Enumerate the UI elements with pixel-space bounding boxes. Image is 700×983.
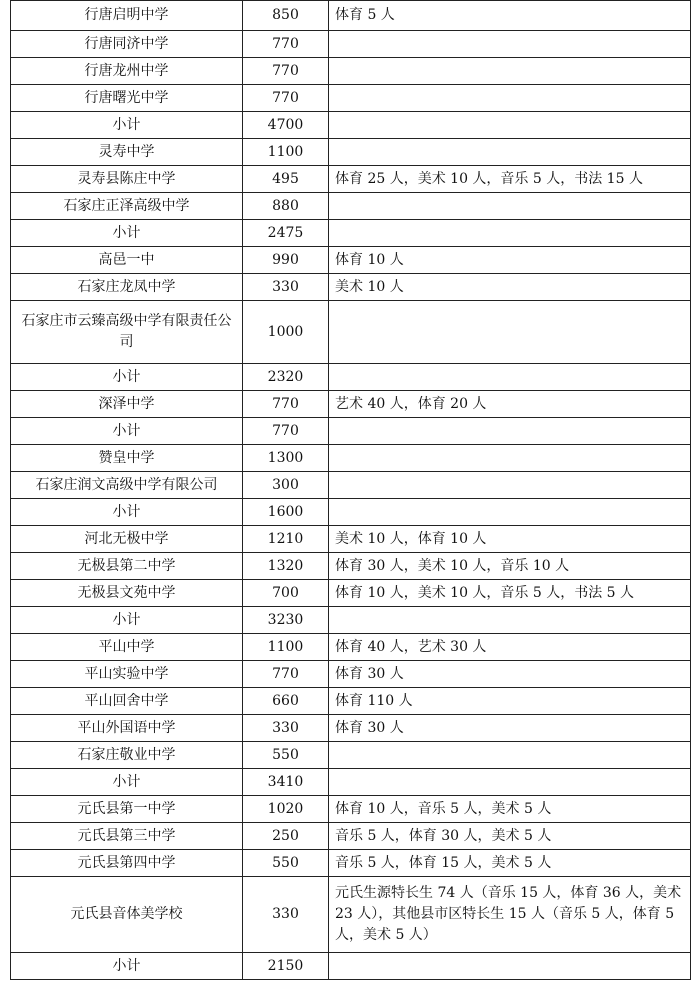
table-row	[11, 166, 691, 193]
plan-count-cell: 1210	[243, 526, 329, 553]
specialty-note-cell	[329, 607, 691, 634]
specialty-note-cell	[329, 112, 691, 139]
school-name-cell: 深泽中学	[11, 391, 243, 418]
specialty-note-cell: 体育 30 人，美术 10 人，音乐 10 人	[329, 553, 691, 580]
school-name-cell: 元氏县第三中学	[11, 823, 243, 850]
plan-count-cell: 550	[243, 850, 329, 877]
plan-count-cell: 550	[243, 742, 329, 769]
plan-count-cell: 660	[243, 688, 329, 715]
school-name-cell: 石家庄正泽高级中学	[11, 193, 243, 220]
plan-count-cell: 300	[243, 472, 329, 499]
plan-count-cell: 990	[243, 247, 329, 274]
subtotal-count-cell: 2475	[243, 220, 329, 247]
plan-count-cell: 770	[243, 85, 329, 112]
subtotal-count-cell: 4700	[243, 112, 329, 139]
school-name-cell: 元氏县第四中学	[11, 850, 243, 877]
specialty-note-cell: 音乐 5 人，体育 30 人，美术 5 人	[329, 823, 691, 850]
specialty-note-cell	[329, 953, 691, 980]
school-name-cell: 平山外国语中学	[11, 715, 243, 742]
plan-count-cell: 330	[243, 715, 329, 742]
school-name-cell: 灵寿中学	[11, 139, 243, 166]
specialty-note-cell: 音乐 5 人，体育 15 人，美术 5 人	[329, 850, 691, 877]
specialty-note-cell: 体育 5 人	[329, 1, 691, 31]
table-row	[11, 715, 691, 742]
table-row	[11, 742, 691, 769]
table-body	[11, 1, 691, 980]
plan-count-cell: 1320	[243, 553, 329, 580]
table-row	[11, 634, 691, 661]
school-name-cell: 石家庄润文高级中学有限公司	[11, 472, 243, 499]
school-name-cell: 元氏县第一中学	[11, 796, 243, 823]
table-row	[11, 796, 691, 823]
plan-count-cell: 1100	[243, 634, 329, 661]
plan-count-cell: 770	[243, 58, 329, 85]
specialty-note-cell	[329, 769, 691, 796]
specialty-note-cell	[329, 85, 691, 112]
plan-count-cell: 1020	[243, 796, 329, 823]
specialty-note-cell	[329, 58, 691, 85]
plan-count-cell: 1100	[243, 139, 329, 166]
school-name-cell: 石家庄敬业中学	[11, 742, 243, 769]
school-name-cell: 行唐曙光中学	[11, 85, 243, 112]
table-row	[11, 274, 691, 301]
specialty-note-cell	[329, 139, 691, 166]
table-row	[11, 823, 691, 850]
table-row	[11, 553, 691, 580]
subtotal-row	[11, 769, 691, 796]
subtotal-label-cell: 小计	[11, 607, 243, 634]
school-name-cell: 行唐同济中学	[11, 31, 243, 58]
table-row	[11, 85, 691, 112]
subtotal-label-cell: 小计	[11, 769, 243, 796]
plan-count-cell: 770	[243, 391, 329, 418]
school-name-cell: 河北无极中学	[11, 526, 243, 553]
subtotal-count-cell: 2150	[243, 953, 329, 980]
table-row	[11, 661, 691, 688]
specialty-note-cell	[329, 742, 691, 769]
specialty-note-cell	[329, 472, 691, 499]
plan-count-cell: 495	[243, 166, 329, 193]
subtotal-label-cell: 小计	[11, 364, 243, 391]
specialty-note-cell	[329, 418, 691, 445]
table-row	[11, 877, 691, 953]
specialty-note-cell: 体育 30 人	[329, 661, 691, 688]
table-row	[11, 445, 691, 472]
specialty-note-cell	[329, 301, 691, 364]
subtotal-label-cell: 小计	[11, 112, 243, 139]
enrollment-plan-table	[10, 0, 691, 980]
specialty-note-cell	[329, 445, 691, 472]
specialty-note-cell: 体育 110 人	[329, 688, 691, 715]
table-row	[11, 31, 691, 58]
specialty-note-cell: 艺术 40 人，体育 20 人	[329, 391, 691, 418]
table-row	[11, 193, 691, 220]
specialty-note-cell: 体育 25 人，美术 10 人，音乐 5 人，书法 15 人	[329, 166, 691, 193]
specialty-note-cell: 体育 30 人	[329, 715, 691, 742]
school-name-cell: 平山中学	[11, 634, 243, 661]
table-row	[11, 580, 691, 607]
subtotal-label-cell: 小计	[11, 953, 243, 980]
subtotal-count-cell: 1600	[243, 499, 329, 526]
table-row	[11, 58, 691, 85]
enrollment-table-page	[10, 0, 690, 980]
specialty-note-cell: 美术 10 人，体育 10 人	[329, 526, 691, 553]
school-name-cell: 石家庄龙凤中学	[11, 274, 243, 301]
subtotal-count-cell: 3230	[243, 607, 329, 634]
table-row	[11, 526, 691, 553]
subtotal-count-cell: 770	[243, 418, 329, 445]
table-row	[11, 139, 691, 166]
plan-count-cell: 1000	[243, 301, 329, 364]
table-row	[11, 301, 691, 364]
school-name-cell: 行唐龙州中学	[11, 58, 243, 85]
school-name-cell: 平山回舍中学	[11, 688, 243, 715]
specialty-note-cell	[329, 499, 691, 526]
subtotal-row	[11, 220, 691, 247]
subtotal-row	[11, 499, 691, 526]
subtotal-row	[11, 364, 691, 391]
school-name-cell: 灵寿县陈庄中学	[11, 166, 243, 193]
subtotal-label-cell: 小计	[11, 220, 243, 247]
plan-count-cell: 250	[243, 823, 329, 850]
school-name-cell: 无极县第二中学	[11, 553, 243, 580]
table-row	[11, 247, 691, 274]
table-row	[11, 1, 691, 31]
plan-count-cell: 770	[243, 31, 329, 58]
specialty-note-cell: 元氏生源特长生 74 人（音乐 15 人，体育 36 人，美术 23 人），其他县市区特长生 15 人（音乐 5 人，体育 5 人，美术 5 人）	[329, 877, 691, 953]
plan-count-cell: 330	[243, 274, 329, 301]
school-name-cell: 元氏县音体美学校	[11, 877, 243, 953]
school-name-cell: 平山实验中学	[11, 661, 243, 688]
specialty-note-cell	[329, 220, 691, 247]
plan-count-cell: 330	[243, 877, 329, 953]
subtotal-row	[11, 418, 691, 445]
specialty-note-cell: 体育 10 人，美术 10 人，音乐 5 人，书法 5 人	[329, 580, 691, 607]
plan-count-cell: 880	[243, 193, 329, 220]
specialty-note-cell: 体育 10 人	[329, 247, 691, 274]
plan-count-cell: 1300	[243, 445, 329, 472]
subtotal-row	[11, 112, 691, 139]
table-row	[11, 472, 691, 499]
specialty-note-cell	[329, 193, 691, 220]
subtotal-label-cell: 小计	[11, 418, 243, 445]
school-name-cell: 赞皇中学	[11, 445, 243, 472]
table-row	[11, 391, 691, 418]
school-name-cell: 行唐启明中学	[11, 1, 243, 31]
plan-count-cell: 770	[243, 661, 329, 688]
specialty-note-cell	[329, 31, 691, 58]
table-row	[11, 688, 691, 715]
plan-count-cell: 700	[243, 580, 329, 607]
subtotal-count-cell: 2320	[243, 364, 329, 391]
school-name-cell: 无极县文苑中学	[11, 580, 243, 607]
table-row	[11, 850, 691, 877]
specialty-note-cell: 体育 40 人，艺术 30 人	[329, 634, 691, 661]
specialty-note-cell: 体育 10 人，音乐 5 人，美术 5 人	[329, 796, 691, 823]
subtotal-row	[11, 607, 691, 634]
school-name-cell: 石家庄市云臻高级中学有限责任公司	[11, 301, 243, 364]
subtotal-label-cell: 小计	[11, 499, 243, 526]
subtotal-row	[11, 953, 691, 980]
specialty-note-cell	[329, 364, 691, 391]
school-name-cell: 高邑一中	[11, 247, 243, 274]
plan-count-cell: 850	[243, 1, 329, 31]
subtotal-count-cell: 3410	[243, 769, 329, 796]
specialty-note-cell: 美术 10 人	[329, 274, 691, 301]
